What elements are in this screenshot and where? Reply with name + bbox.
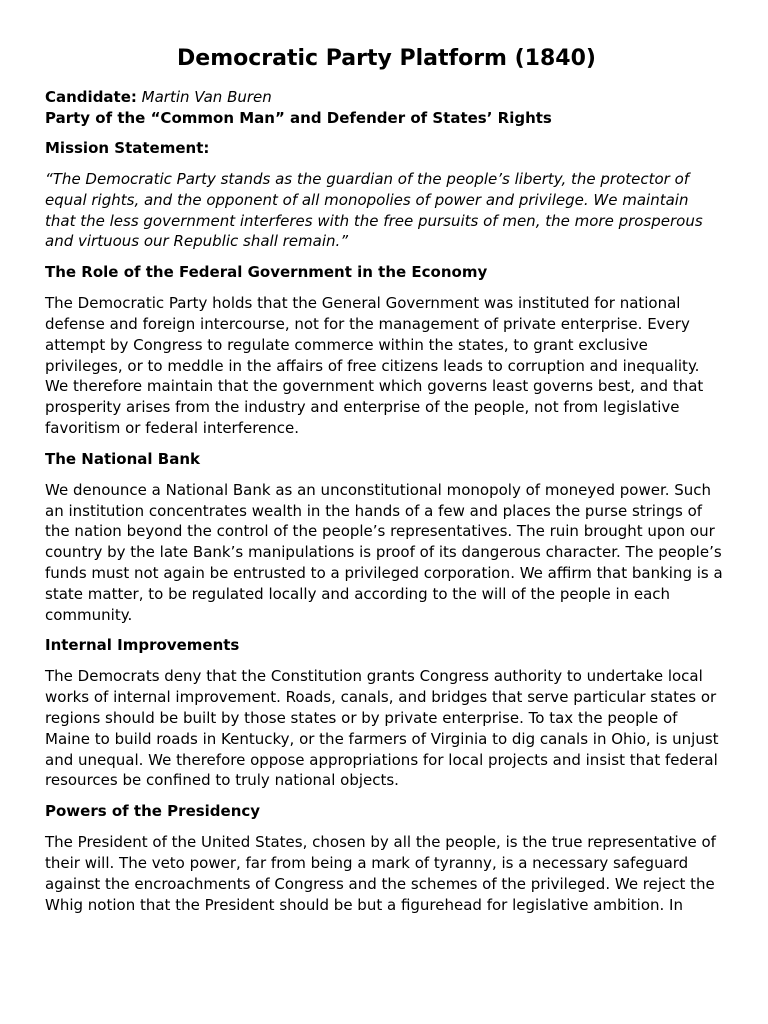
section-heading: Internal Improvements <box>45 636 240 655</box>
candidate-block <box>45 87 725 128</box>
section-body: The Democrats deny that the Constitution grants Congress authority to undertake local works of internal improvement. Roads, canals, and bridges that serve particular states or regions should be built by those states or by private enterprise. To tax the people of Maine to build roads in Kentucky, or the farmers of Virginia to dig canals in Ohio, is unjust and unequal. We therefore oppose appropriations for local projects and insist that federal resources be confined to truly national objects. <box>45 667 719 790</box>
mission-statement: “The Democratic Party stands as the guardian of the people’s liberty, the protector of equal rights, and the opponent of all monopolies of power and privilege. We maintain that the less government interferes with the free pursuits of men, the more prosperous and virtuous our Republic shall remain.” <box>45 170 703 251</box>
section-heading: Powers of the Presidency <box>45 802 261 821</box>
section-presidency <box>45 801 725 915</box>
section-national-bank <box>45 449 725 626</box>
mission-heading: Mission Statement: <box>45 139 210 157</box>
section-federal-government <box>45 262 725 439</box>
document-page <box>45 44 725 915</box>
candidate-label: Candidate: <box>45 88 137 106</box>
section-heading: The National Bank <box>45 449 200 468</box>
section-body: We denounce a National Bank as an unconstitutional monopoly of moneyed power. Such an institution concentrates wealth in the hands of a few and places the purse strings of the nation beyond the control of the people’s representatives. The ruin brought upon our country by the late Bank’s manipulations is proof of its dangerous character. The people’s funds must not again be entrusted to a privileged corporation. We affirm that banking is a state matter, to be regulated locally and according to the will of the people in each community. <box>45 480 723 624</box>
section-internal-improvements <box>45 635 725 791</box>
section-body: The Democratic Party holds that the General Government was instituted for national defense and foreign intercourse, not for the management of private enterprise. Every attempt by Congress to regulate commerce within the states, to grant exclusive privileges, or to meddle in the affairs of free citizens leads to corruption and inequality. We therefore maintain that the government which governs least governs best, and that prosperity arises from the industry and enterprise of the people, not from legislative favoritism or federal interference. <box>45 294 704 437</box>
document-title: Democratic Party Platform (1840) <box>177 46 596 71</box>
section-body: The President of the United States, chosen by all the people, is the true representative of their will. The veto power, far from being a mark of tyranny, is a necessary safeguard against the encroachments of Congress and the schemes of the privileged. We reject the Whig notion that the President should be but a figurehead for legislative ambition. In <box>45 833 716 914</box>
section-heading: The Role of the Federal Government in the Economy <box>45 263 488 282</box>
candidate-name: Martin Van Buren <box>141 88 272 106</box>
party-tagline: Party of the “Common Man” and Defender of States’ Rights <box>45 108 552 127</box>
